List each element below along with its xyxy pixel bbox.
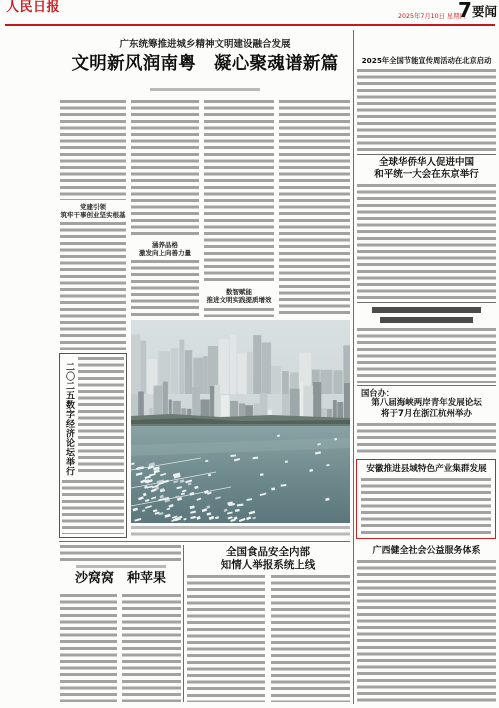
bottom-left-headline: 沙窝窝 种苹果 [74, 571, 166, 586]
building [192, 387, 200, 420]
guangxi-headline: 广西健全社会公益服务体系 [372, 546, 481, 556]
story-body-lines [60, 594, 117, 702]
story-body-lines [122, 594, 181, 702]
building [203, 356, 208, 394]
story-divider [357, 154, 496, 155]
building [219, 339, 229, 394]
lead-body-lines [131, 260, 199, 316]
anhui-headline: 安徽推进县域特色产业集群发展 [366, 464, 487, 474]
building [131, 334, 140, 394]
story-body-lines [187, 575, 265, 702]
building [262, 342, 272, 394]
story-divider [357, 385, 496, 386]
building [320, 370, 332, 394]
lead-subhead [60, 203, 126, 219]
story-body-lines [357, 69, 496, 152]
lead-body-lines [131, 100, 199, 238]
taiwan-office-headline-line: 将于7月在浙江杭州举办 [381, 409, 472, 419]
subhead-line: 数智赋能 [226, 288, 252, 296]
taiwan-office-headline-line: 第八届海峡两岸青年发展论坛 [371, 398, 482, 408]
story-body-lines [357, 423, 496, 456]
building [214, 385, 220, 420]
page-number: 7 [458, 0, 472, 22]
building [171, 348, 179, 394]
building [271, 366, 281, 394]
column-divider [353, 30, 354, 704]
illegible-headline-line [372, 307, 481, 313]
subhead-line: 涵养品格 [152, 241, 178, 249]
lead-body-lines [279, 100, 350, 317]
building [140, 341, 146, 394]
building [230, 335, 236, 394]
taiwan-office-label: 国台办： [361, 388, 395, 398]
building [185, 350, 193, 394]
building [334, 370, 343, 394]
building [313, 382, 321, 420]
building [337, 402, 343, 420]
column-divider [183, 545, 184, 702]
subhead-line: 推进文明实践提质增效 [206, 296, 272, 304]
illegible-headline-line [380, 317, 473, 323]
photo-caption-lines [131, 526, 350, 537]
boat [285, 461, 288, 463]
subhead-line: 党建引领 [80, 203, 106, 211]
lead-subhead [204, 288, 274, 304]
energy-week-headline: 2025年全国节能宣传周活动在北京启动 [361, 56, 492, 65]
masthead-logo: 人民日报 [6, 0, 61, 15]
section-name: 要闻 [472, 4, 498, 19]
building [304, 386, 313, 420]
lead-body-lines [204, 100, 274, 285]
story-body-lines [60, 545, 181, 562]
building [300, 382, 303, 420]
brief-body-lines [62, 480, 124, 534]
story-body-lines [271, 575, 350, 702]
bottom-center-headline-line: 知情人举报系统上线 [220, 559, 316, 571]
boat [271, 487, 275, 490]
building [179, 340, 184, 394]
lead-kicker: 广东统筹推进城乡精神文明建设融合发展 [119, 39, 291, 50]
building [221, 395, 230, 420]
story-body-lines [357, 328, 496, 383]
issue-date: 2025年7月10日 星期四 [398, 13, 466, 20]
building [210, 386, 214, 420]
brief-title: 二〇二五数字经济论坛举行 [64, 362, 74, 476]
story-body-lines [357, 560, 496, 702]
story-divider [357, 302, 496, 303]
overseas-chinese-headline-line: 和平统一大会在东京举行 [374, 169, 479, 180]
building [253, 335, 261, 394]
port-city-aerial-photo [131, 320, 350, 523]
bottom-center-headline-line: 全国食品安全内部 [226, 546, 310, 558]
subhead-line: 筑牢干事创业坚实根基 [60, 211, 126, 219]
building [247, 352, 253, 394]
lead-body-lines [204, 308, 274, 317]
building [333, 400, 337, 420]
building [290, 389, 300, 420]
subhead-line: 激发向上向善力量 [139, 249, 191, 257]
story-body-lines [361, 478, 491, 535]
building [238, 353, 247, 394]
masthead-rule [5, 24, 495, 26]
lead-body-lines [60, 100, 126, 200]
building [282, 371, 289, 394]
story-body-lines [357, 184, 496, 300]
building [344, 383, 350, 420]
lead-subhead [131, 241, 199, 257]
boat [334, 438, 337, 441]
lead-byline-lines [150, 88, 260, 92]
section-divider [59, 541, 350, 542]
brief-body-lines [78, 357, 124, 476]
lead-body-lines [60, 222, 126, 350]
story-kicker-lines [76, 565, 166, 569]
lead-headline: 文明新风润南粤 凝心聚魂谱新篇 [71, 54, 339, 74]
overseas-chinese-headline-line: 全球华侨华人促进中国 [378, 157, 474, 168]
